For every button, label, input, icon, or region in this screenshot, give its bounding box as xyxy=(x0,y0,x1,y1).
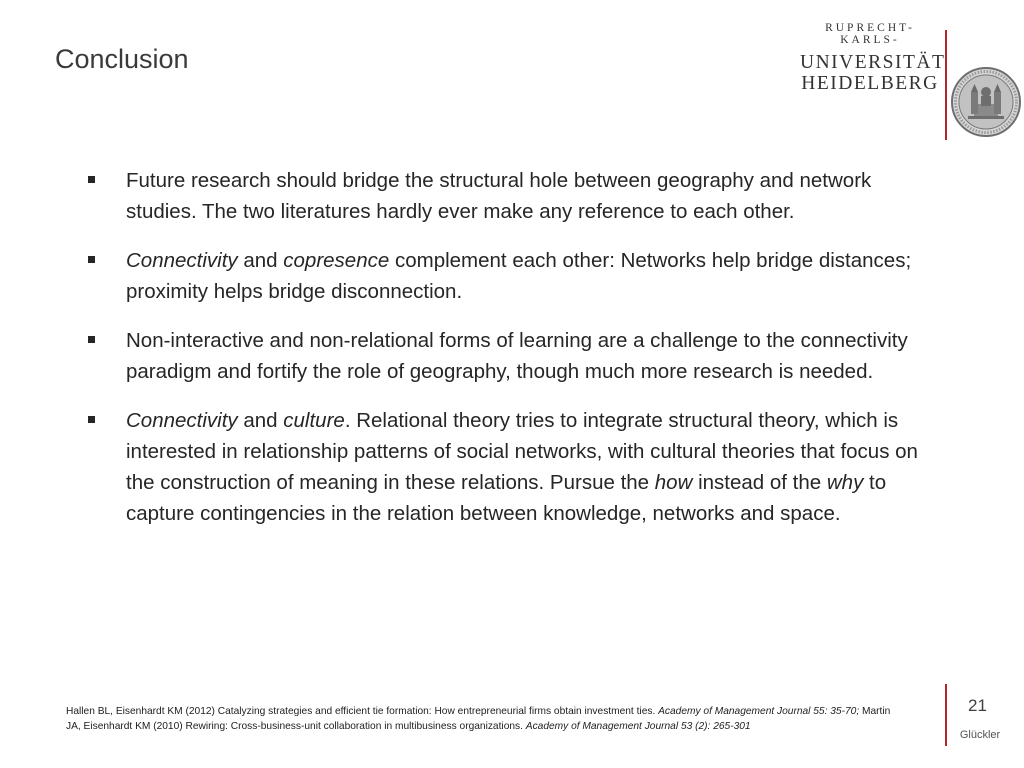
bullet-item xyxy=(88,325,938,387)
references xyxy=(66,705,906,734)
square-bullet-icon xyxy=(88,256,95,263)
bullet-emphasis: copresence xyxy=(283,249,390,272)
bullet-emphasis: culture xyxy=(283,409,345,432)
accent-divider-top xyxy=(945,30,947,140)
accent-divider-bottom xyxy=(945,684,947,746)
bullet-item xyxy=(88,245,938,307)
logo-line-2: UNIVERSITÄT xyxy=(800,52,946,73)
bullet-text: and xyxy=(237,249,284,272)
bullet-emphasis: why xyxy=(826,471,864,494)
bullet-text: and xyxy=(237,409,284,432)
bullet-text: Non-interactive and non-relational forms of learning are a challenge to the connectivity paradigm and fortify the role of geography, though much more research is needed. xyxy=(126,329,908,383)
bullet-item xyxy=(88,405,938,529)
page-title: Conclusion xyxy=(55,44,189,74)
conclusion-bullet-list xyxy=(88,165,938,547)
university-logo xyxy=(800,18,946,94)
bullet-emphasis: Connectivity xyxy=(126,249,238,272)
reference-journal: Academy of Management Journal 55: 35-70; xyxy=(658,706,860,717)
logo-line-3: HEIDELBERG xyxy=(801,73,939,94)
reference-journal: Academy of Management Journal 53 (2): 265-301 xyxy=(525,720,751,732)
logo-line-1: RUPRECHT-KARLS- xyxy=(825,22,915,46)
square-bullet-icon xyxy=(88,416,95,423)
square-bullet-icon xyxy=(88,336,95,343)
bullet-item xyxy=(88,165,938,227)
university-seal-icon xyxy=(950,66,1022,138)
reference-text: Hallen BL, Eisenhardt KM (2012) Catalyzing strategies and efficient tie formation: How entrepreneurial firms obtain investment ties. xyxy=(66,706,659,717)
reference-text: Martin JA, Eisenhardt KM (2010) Rewiring: Cross-business-unit collaboration in multibusiness organizations. xyxy=(66,706,891,732)
bullet-emphasis: how xyxy=(654,471,693,494)
square-bullet-icon xyxy=(88,176,95,183)
bullet-text: . Relational theory tries to integrate structural theory, which is interested in relationship patterns of social networks, with cultural theories that focus on the construction of meaning in these relations. Pursue the xyxy=(126,409,918,494)
bullet-text: complement each other: Networks help bridge distances; proximity helps bridge disconnection. xyxy=(126,249,912,303)
bullet-text: to capture contingencies in the relation between knowledge, networks and space. xyxy=(126,471,887,525)
author-name: Glückler xyxy=(959,729,1001,741)
bullet-emphasis: Connectivity xyxy=(126,409,238,432)
page-number: 21 xyxy=(968,696,987,715)
bullet-text: Future research should bridge the structural hole between geography and network studies. The two literatures hardly ever make any reference to each other. xyxy=(126,169,872,223)
bullet-text: instead of the xyxy=(692,471,827,494)
